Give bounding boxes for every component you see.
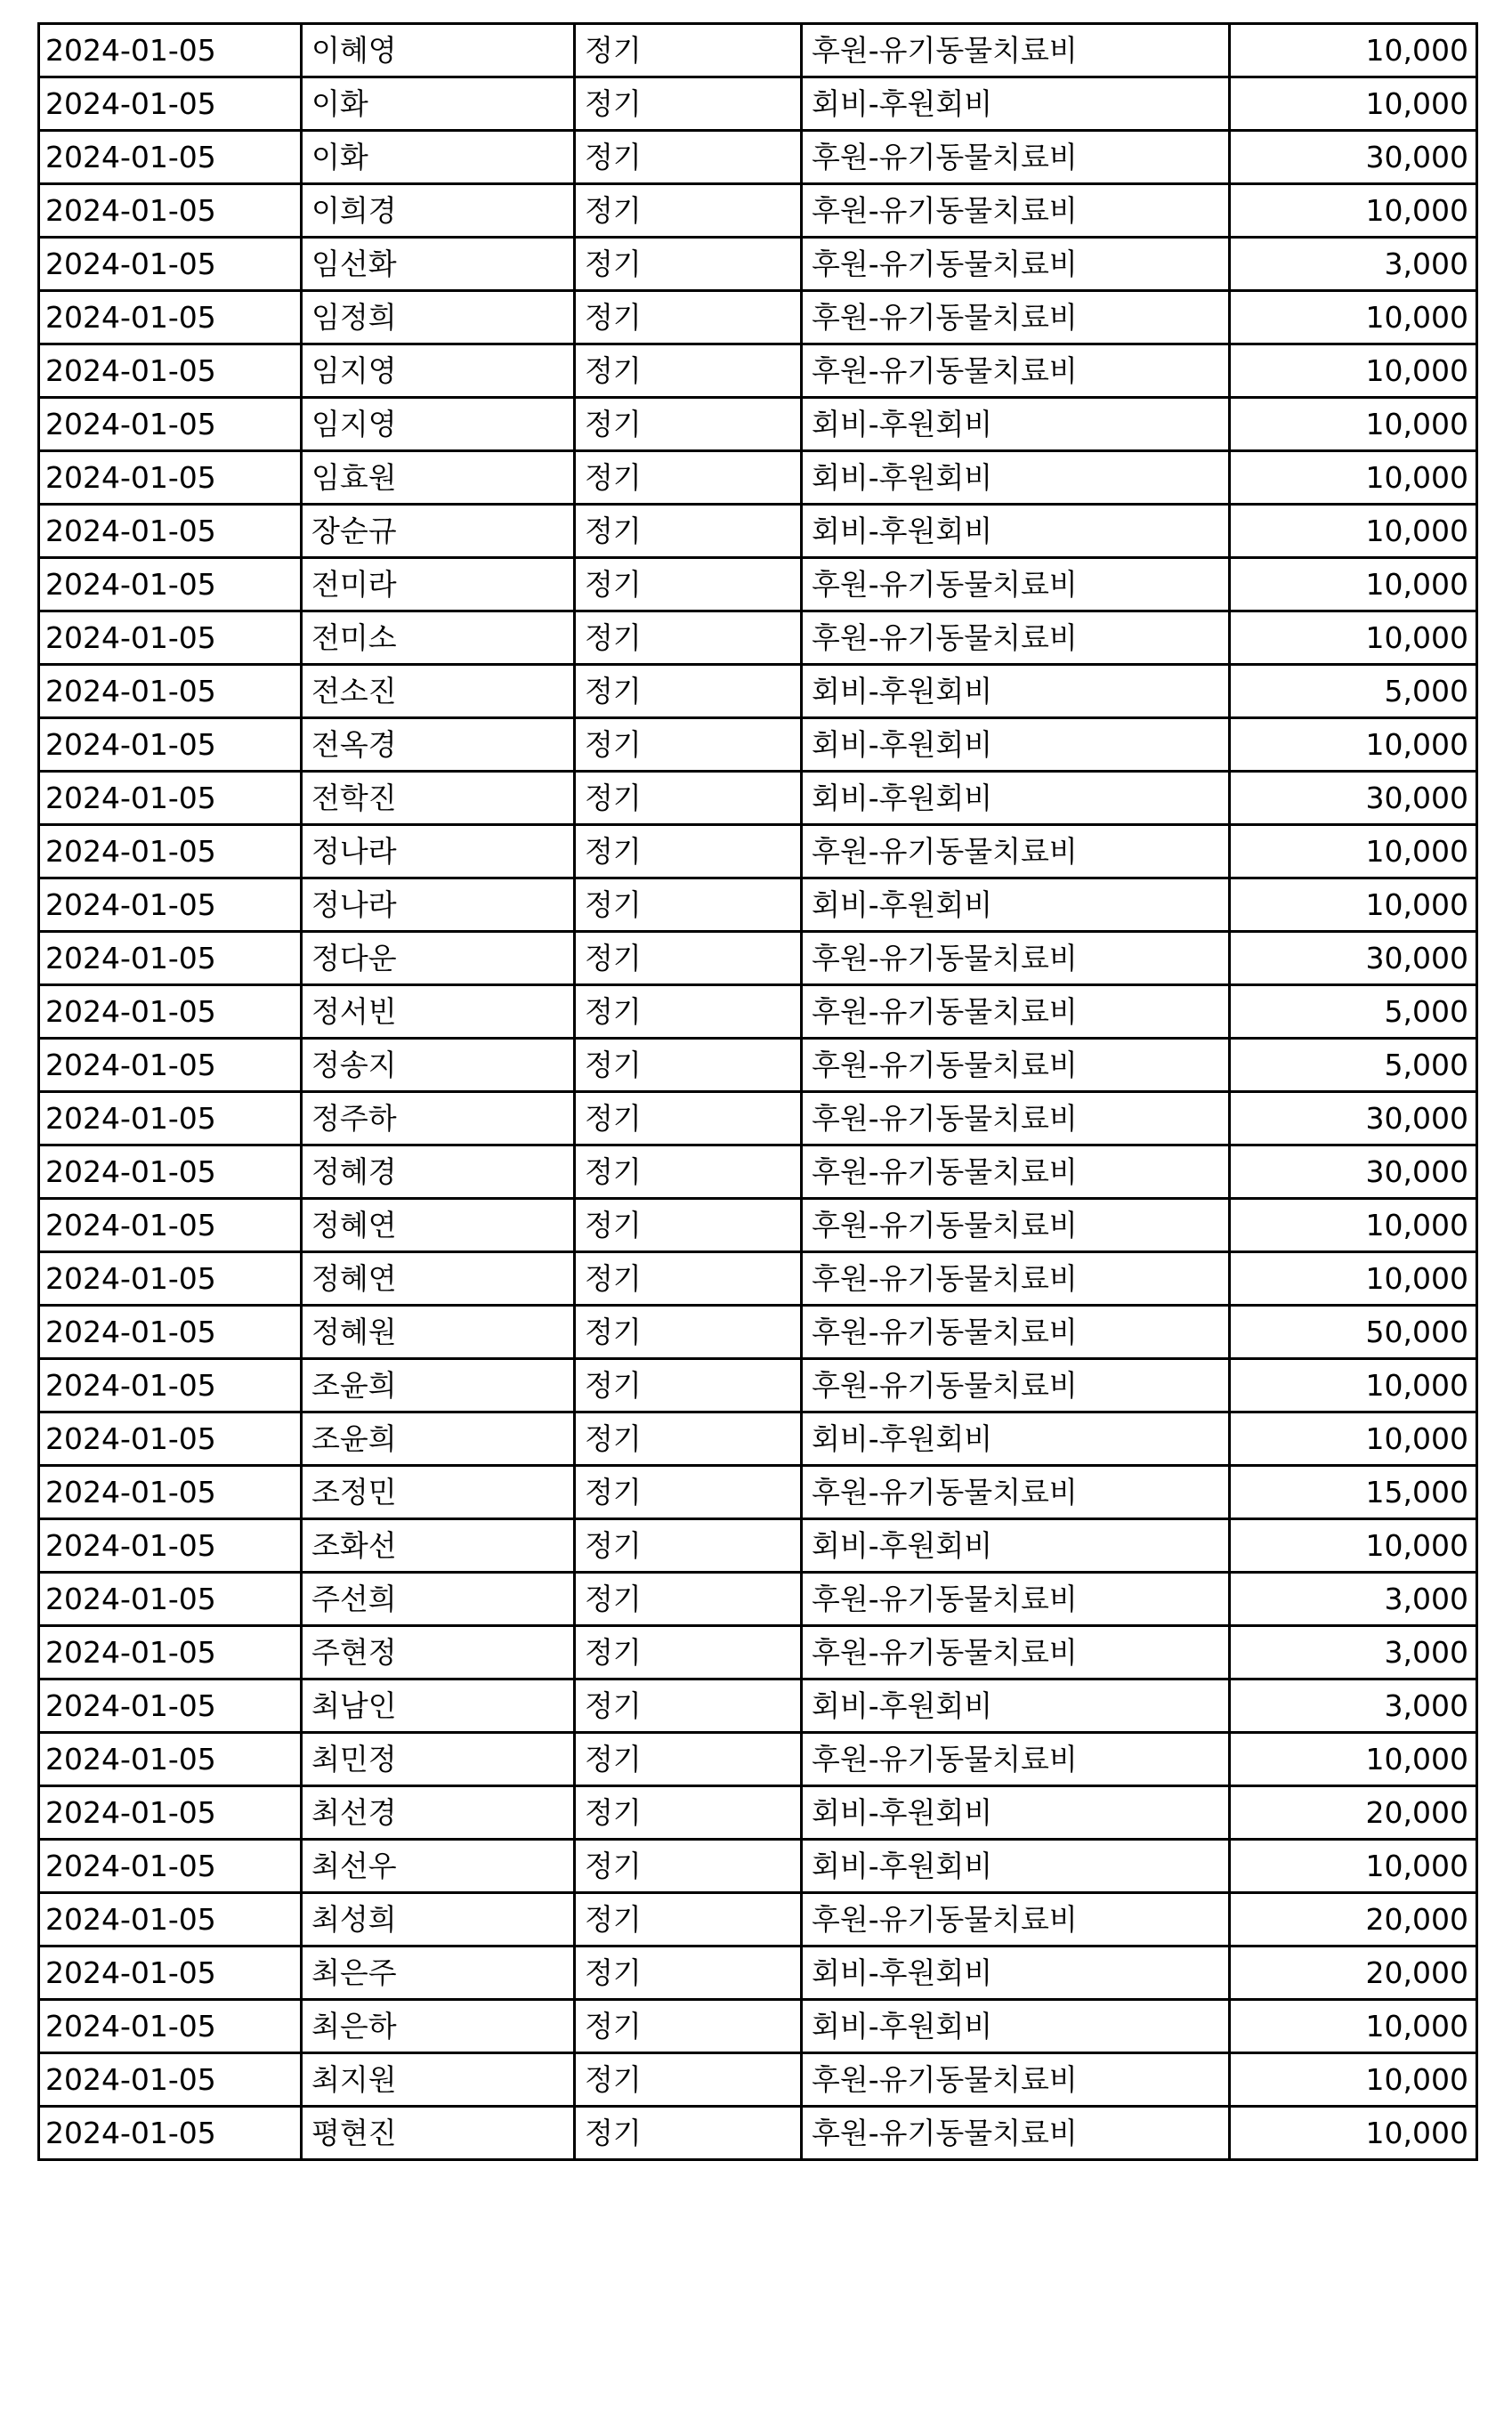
date-cell: 2024-01-05 (39, 291, 302, 344)
donor-name-cell: 임효원 (302, 451, 575, 505)
date-cell: 2024-01-05 (39, 344, 302, 398)
amount-cell: 10,000 (1230, 184, 1477, 238)
table-row (39, 24, 1477, 77)
date-cell: 2024-01-05 (39, 611, 302, 665)
date-cell: 2024-01-05 (39, 131, 302, 184)
table-row (39, 1199, 1477, 1252)
amount-cell: 10,000 (1230, 451, 1477, 505)
category-cell: 후원-유기동물치료비 (802, 1466, 1230, 1519)
donor-name-cell: 전옥경 (302, 718, 575, 772)
donation-type-cell: 정기 (575, 1786, 802, 1840)
category-cell: 후원-유기동물치료비 (802, 2053, 1230, 2107)
donation-type-cell: 정기 (575, 1679, 802, 1733)
amount-cell: 10,000 (1230, 505, 1477, 558)
donor-name-cell: 전소진 (302, 665, 575, 718)
table-row (39, 665, 1477, 718)
donation-type-cell: 정기 (575, 772, 802, 825)
amount-cell: 30,000 (1230, 772, 1477, 825)
category-cell: 회비-후원회비 (802, 718, 1230, 772)
date-cell: 2024-01-05 (39, 665, 302, 718)
table-row (39, 1359, 1477, 1412)
category-cell: 후원-유기동물치료비 (802, 1092, 1230, 1145)
date-cell: 2024-01-05 (39, 1306, 302, 1359)
amount-cell: 10,000 (1230, 1252, 1477, 1306)
donation-type-cell: 정기 (575, 184, 802, 238)
donor-name-cell: 정다운 (302, 932, 575, 985)
donor-name-cell: 최선경 (302, 1786, 575, 1840)
table-row (39, 1786, 1477, 1840)
donor-name-cell: 정서빈 (302, 985, 575, 1039)
table-row (39, 1733, 1477, 1786)
donor-name-cell: 전미라 (302, 558, 575, 611)
date-cell: 2024-01-05 (39, 1252, 302, 1306)
ledger-body (39, 24, 1477, 2160)
donation-type-cell: 정기 (575, 451, 802, 505)
donation-type-cell: 정기 (575, 1199, 802, 1252)
category-cell: 회비-후원회비 (802, 505, 1230, 558)
table-row (39, 1252, 1477, 1306)
donor-name-cell: 정혜연 (302, 1199, 575, 1252)
amount-cell: 30,000 (1230, 1092, 1477, 1145)
amount-cell: 10,000 (1230, 1519, 1477, 1573)
table-row (39, 131, 1477, 184)
date-cell: 2024-01-05 (39, 1679, 302, 1733)
donation-type-cell: 정기 (575, 291, 802, 344)
category-cell: 후원-유기동물치료비 (802, 1893, 1230, 1947)
date-cell: 2024-01-05 (39, 878, 302, 932)
amount-cell: 5,000 (1230, 665, 1477, 718)
table-row (39, 344, 1477, 398)
donation-type-cell: 정기 (575, 1412, 802, 1466)
table-row (39, 2000, 1477, 2053)
date-cell: 2024-01-05 (39, 932, 302, 985)
table-row (39, 1412, 1477, 1466)
donation-type-cell: 정기 (575, 985, 802, 1039)
donation-type-cell: 정기 (575, 77, 802, 131)
donation-type-cell: 정기 (575, 1306, 802, 1359)
category-cell: 회비-후원회비 (802, 1786, 1230, 1840)
date-cell: 2024-01-05 (39, 718, 302, 772)
amount-cell: 20,000 (1230, 1786, 1477, 1840)
table-row (39, 611, 1477, 665)
table-row (39, 1092, 1477, 1145)
donation-type-cell: 정기 (575, 1039, 802, 1092)
donor-name-cell: 장순규 (302, 505, 575, 558)
donation-type-cell: 정기 (575, 24, 802, 77)
donation-type-cell: 정기 (575, 505, 802, 558)
table-row (39, 238, 1477, 291)
amount-cell: 10,000 (1230, 291, 1477, 344)
donor-name-cell: 정주하 (302, 1092, 575, 1145)
donation-type-cell: 정기 (575, 344, 802, 398)
date-cell: 2024-01-05 (39, 825, 302, 878)
amount-cell: 10,000 (1230, 77, 1477, 131)
amount-cell: 10,000 (1230, 558, 1477, 611)
donor-name-cell: 임지영 (302, 344, 575, 398)
donation-type-cell: 정기 (575, 131, 802, 184)
donor-name-cell: 평현진 (302, 2107, 575, 2160)
date-cell: 2024-01-05 (39, 2000, 302, 2053)
category-cell: 후원-유기동물치료비 (802, 1359, 1230, 1412)
table-row (39, 398, 1477, 451)
table-row (39, 1519, 1477, 1573)
date-cell: 2024-01-05 (39, 1199, 302, 1252)
donor-name-cell: 최선우 (302, 1840, 575, 1893)
category-cell: 후원-유기동물치료비 (802, 558, 1230, 611)
category-cell: 후원-유기동물치료비 (802, 1252, 1230, 1306)
amount-cell: 3,000 (1230, 1626, 1477, 1679)
category-cell: 후원-유기동물치료비 (802, 238, 1230, 291)
donor-name-cell: 이희경 (302, 184, 575, 238)
donation-type-cell: 정기 (575, 878, 802, 932)
date-cell: 2024-01-05 (39, 1573, 302, 1626)
category-cell: 회비-후원회비 (802, 1412, 1230, 1466)
table-row (39, 985, 1477, 1039)
date-cell: 2024-01-05 (39, 24, 302, 77)
donor-name-cell: 주선희 (302, 1573, 575, 1626)
date-cell: 2024-01-05 (39, 2053, 302, 2107)
donation-type-cell: 정기 (575, 238, 802, 291)
donor-name-cell: 최은주 (302, 1947, 575, 2000)
amount-cell: 10,000 (1230, 878, 1477, 932)
amount-cell: 10,000 (1230, 1840, 1477, 1893)
table-row (39, 932, 1477, 985)
date-cell: 2024-01-05 (39, 772, 302, 825)
category-cell: 후원-유기동물치료비 (802, 291, 1230, 344)
category-cell: 후원-유기동물치료비 (802, 825, 1230, 878)
date-cell: 2024-01-05 (39, 2107, 302, 2160)
category-cell: 후원-유기동물치료비 (802, 1039, 1230, 1092)
amount-cell: 15,000 (1230, 1466, 1477, 1519)
table-row (39, 505, 1477, 558)
amount-cell: 20,000 (1230, 1893, 1477, 1947)
date-cell: 2024-01-05 (39, 985, 302, 1039)
table-row (39, 1306, 1477, 1359)
category-cell: 후원-유기동물치료비 (802, 131, 1230, 184)
donor-name-cell: 정혜경 (302, 1145, 575, 1199)
table-row (39, 1573, 1477, 1626)
donation-type-cell: 정기 (575, 718, 802, 772)
donation-type-cell: 정기 (575, 2053, 802, 2107)
amount-cell: 10,000 (1230, 611, 1477, 665)
amount-cell: 10,000 (1230, 718, 1477, 772)
amount-cell: 50,000 (1230, 1306, 1477, 1359)
category-cell: 후원-유기동물치료비 (802, 985, 1230, 1039)
amount-cell: 5,000 (1230, 1039, 1477, 1092)
amount-cell: 20,000 (1230, 1947, 1477, 2000)
amount-cell: 10,000 (1230, 1733, 1477, 1786)
table-row (39, 1893, 1477, 1947)
donor-name-cell: 정혜원 (302, 1306, 575, 1359)
table-row (39, 1947, 1477, 2000)
donor-name-cell: 임선화 (302, 238, 575, 291)
date-cell: 2024-01-05 (39, 1359, 302, 1412)
table-row (39, 2107, 1477, 2160)
donation-ledger-table (37, 22, 1478, 2161)
date-cell: 2024-01-05 (39, 1519, 302, 1573)
donor-name-cell: 정나라 (302, 878, 575, 932)
category-cell: 후원-유기동물치료비 (802, 1145, 1230, 1199)
amount-cell: 10,000 (1230, 1199, 1477, 1252)
date-cell: 2024-01-05 (39, 1947, 302, 2000)
date-cell: 2024-01-05 (39, 184, 302, 238)
category-cell: 회비-후원회비 (802, 665, 1230, 718)
table-row (39, 1466, 1477, 1519)
donation-type-cell: 정기 (575, 1519, 802, 1573)
donation-type-cell: 정기 (575, 1893, 802, 1947)
amount-cell: 10,000 (1230, 1359, 1477, 1412)
category-cell: 회비-후원회비 (802, 1840, 1230, 1893)
category-cell: 후원-유기동물치료비 (802, 1733, 1230, 1786)
donor-name-cell: 조정민 (302, 1466, 575, 1519)
category-cell: 회비-후원회비 (802, 451, 1230, 505)
date-cell: 2024-01-05 (39, 1786, 302, 1840)
donor-name-cell: 조화선 (302, 1519, 575, 1573)
date-cell: 2024-01-05 (39, 398, 302, 451)
donor-name-cell: 정나라 (302, 825, 575, 878)
donation-type-cell: 정기 (575, 1733, 802, 1786)
category-cell: 후원-유기동물치료비 (802, 2107, 1230, 2160)
date-cell: 2024-01-05 (39, 505, 302, 558)
table-row (39, 718, 1477, 772)
category-cell: 회비-후원회비 (802, 77, 1230, 131)
donor-name-cell: 최은하 (302, 2000, 575, 2053)
date-cell: 2024-01-05 (39, 77, 302, 131)
table-row (39, 184, 1477, 238)
category-cell: 후원-유기동물치료비 (802, 1573, 1230, 1626)
amount-cell: 30,000 (1230, 131, 1477, 184)
date-cell: 2024-01-05 (39, 1840, 302, 1893)
donation-type-cell: 정기 (575, 665, 802, 718)
donation-type-cell: 정기 (575, 1840, 802, 1893)
donation-type-cell: 정기 (575, 1947, 802, 2000)
table-row (39, 1840, 1477, 1893)
amount-cell: 3,000 (1230, 238, 1477, 291)
donation-type-cell: 정기 (575, 2107, 802, 2160)
donor-name-cell: 최지원 (302, 2053, 575, 2107)
table-row (39, 1039, 1477, 1092)
donor-name-cell: 이화 (302, 77, 575, 131)
table-row (39, 1145, 1477, 1199)
donation-type-cell: 정기 (575, 398, 802, 451)
amount-cell: 10,000 (1230, 24, 1477, 77)
donation-type-cell: 정기 (575, 1466, 802, 1519)
donor-name-cell: 전학진 (302, 772, 575, 825)
category-cell: 회비-후원회비 (802, 772, 1230, 825)
amount-cell: 30,000 (1230, 932, 1477, 985)
date-cell: 2024-01-05 (39, 1626, 302, 1679)
date-cell: 2024-01-05 (39, 1733, 302, 1786)
category-cell: 후원-유기동물치료비 (802, 344, 1230, 398)
category-cell: 후원-유기동물치료비 (802, 24, 1230, 77)
donation-type-cell: 정기 (575, 1252, 802, 1306)
category-cell: 후원-유기동물치료비 (802, 611, 1230, 665)
amount-cell: 3,000 (1230, 1573, 1477, 1626)
donor-name-cell: 이혜영 (302, 24, 575, 77)
donation-type-cell: 정기 (575, 1573, 802, 1626)
donation-type-cell: 정기 (575, 932, 802, 985)
category-cell: 회비-후원회비 (802, 1679, 1230, 1733)
amount-cell: 10,000 (1230, 1412, 1477, 1466)
date-cell: 2024-01-05 (39, 1145, 302, 1199)
donor-name-cell: 이화 (302, 131, 575, 184)
amount-cell: 10,000 (1230, 2053, 1477, 2107)
category-cell: 후원-유기동물치료비 (802, 932, 1230, 985)
donor-name-cell: 조윤희 (302, 1412, 575, 1466)
table-row (39, 1626, 1477, 1679)
donor-name-cell: 임지영 (302, 398, 575, 451)
date-cell: 2024-01-05 (39, 451, 302, 505)
donation-type-cell: 정기 (575, 1359, 802, 1412)
donation-type-cell: 정기 (575, 611, 802, 665)
date-cell: 2024-01-05 (39, 1466, 302, 1519)
category-cell: 회비-후원회비 (802, 1519, 1230, 1573)
donation-type-cell: 정기 (575, 1092, 802, 1145)
date-cell: 2024-01-05 (39, 1092, 302, 1145)
donation-type-cell: 정기 (575, 2000, 802, 2053)
table-row (39, 2053, 1477, 2107)
table-row (39, 558, 1477, 611)
amount-cell: 10,000 (1230, 2000, 1477, 2053)
donor-name-cell: 정송지 (302, 1039, 575, 1092)
donor-name-cell: 최민정 (302, 1733, 575, 1786)
category-cell: 회비-후원회비 (802, 2000, 1230, 2053)
table-row (39, 77, 1477, 131)
table-row (39, 772, 1477, 825)
category-cell: 후원-유기동물치료비 (802, 184, 1230, 238)
amount-cell: 30,000 (1230, 1145, 1477, 1199)
date-cell: 2024-01-05 (39, 1412, 302, 1466)
donor-name-cell: 임정희 (302, 291, 575, 344)
amount-cell: 3,000 (1230, 1679, 1477, 1733)
donor-name-cell: 최남인 (302, 1679, 575, 1733)
table-row (39, 291, 1477, 344)
category-cell: 회비-후원회비 (802, 878, 1230, 932)
donation-type-cell: 정기 (575, 1145, 802, 1199)
donor-name-cell: 주현정 (302, 1626, 575, 1679)
donation-type-cell: 정기 (575, 1626, 802, 1679)
table-row (39, 451, 1477, 505)
table-row (39, 1679, 1477, 1733)
table-row (39, 825, 1477, 878)
category-cell: 후원-유기동물치료비 (802, 1306, 1230, 1359)
table-row (39, 878, 1477, 932)
date-cell: 2024-01-05 (39, 238, 302, 291)
donor-name-cell: 전미소 (302, 611, 575, 665)
date-cell: 2024-01-05 (39, 1039, 302, 1092)
donation-type-cell: 정기 (575, 558, 802, 611)
donation-type-cell: 정기 (575, 825, 802, 878)
amount-cell: 10,000 (1230, 2107, 1477, 2160)
donor-name-cell: 최성희 (302, 1893, 575, 1947)
amount-cell: 5,000 (1230, 985, 1477, 1039)
donor-name-cell: 조윤희 (302, 1359, 575, 1412)
date-cell: 2024-01-05 (39, 558, 302, 611)
amount-cell: 10,000 (1230, 398, 1477, 451)
category-cell: 회비-후원회비 (802, 1947, 1230, 2000)
category-cell: 회비-후원회비 (802, 398, 1230, 451)
amount-cell: 10,000 (1230, 825, 1477, 878)
date-cell: 2024-01-05 (39, 1893, 302, 1947)
category-cell: 후원-유기동물치료비 (802, 1626, 1230, 1679)
donor-name-cell: 정혜연 (302, 1252, 575, 1306)
category-cell: 후원-유기동물치료비 (802, 1199, 1230, 1252)
amount-cell: 10,000 (1230, 344, 1477, 398)
